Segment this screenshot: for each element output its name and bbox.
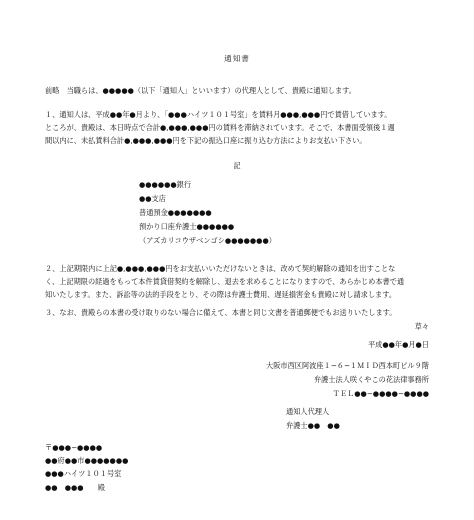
opening-paragraph: 前略 当職らは、●●●●●（以下「通知人」といいます）の代理人として、貴殿に通知します。 <box>45 86 356 95</box>
document-title: 通知書 <box>224 54 250 63</box>
clause-1-line-1: １、通知人は、平成●●年●月より、「●●●ハイツ１０１号室」を賃料月●●●,●●●円で賃借しています。 <box>45 110 392 119</box>
sender-phone: ＴＥＬ●●−●●●●−●●●● <box>332 389 429 398</box>
clause-2-line-1: ２、上記期限内に上記●,●●●,●●●円をお支払いいただけないときは、改めて契約解除の通知を出すことな <box>45 264 396 273</box>
clause-1-line-3: 間以内に、未払賃料合計●,●●●,●●●円を下記の振込口座に振り込む方法によりお支払い下さい。 <box>45 136 367 145</box>
clause-1-line-2: ところが、貴殿は、本日時点で合計●,●●●,●●●円の賃料を滞納されています。そこで、本書面受領後１週 <box>45 123 395 132</box>
clause-3: ３、なお、貴殿らの本書の受け取りのない場合に備えて、本書と同じ文書を普通郵便でもお送りいたします。 <box>45 308 397 317</box>
agent-lawyer: 弁護士●● ●● <box>286 421 340 430</box>
sender-firm: 弁護士法人咲くやこの花法律事務所 <box>313 375 429 384</box>
clause-2-line-2: く、上記期限の経過をもって本件賃貸借契約を解除し、退去を求めることになりますので、あらかじめ本書で通 <box>45 277 405 286</box>
bank-branch: ●●支店 <box>139 194 166 203</box>
recipient-building: ●●●ハイツ１０１号室 <box>45 469 122 478</box>
closing-word: 草々 <box>414 322 429 331</box>
clause-2-line-3: 知いたします。また、訴訟等の法的手段をとり、その際は弁護士費用、遅延損害金も貴殿に対し請求します。 <box>45 290 397 299</box>
bank-name: ●●●●●●銀行 <box>139 180 192 189</box>
letter-date: 平成●●年●月●日 <box>367 340 429 349</box>
recipient-postal-code: 〒●●●−●●●● <box>45 443 103 452</box>
account-holder-kana: （アズカリコウザベンゴシ●●●●●●●） <box>139 236 276 245</box>
recipient-name: ●● ●●● 殿 <box>45 483 106 492</box>
agent-label: 通知人代理人 <box>286 407 330 416</box>
account-holder: 預かり口座弁護士●●●●●● <box>139 222 235 231</box>
recipient-address: ●●府●●市●●●●●●● <box>45 456 129 465</box>
ki-heading: 記 <box>233 161 241 170</box>
sender-address: 大阪市西区阿波座１−６−１ＭＩＤ西本町ビル９階 <box>266 361 429 370</box>
account-number: 普通預金●●●●●●● <box>139 208 212 217</box>
